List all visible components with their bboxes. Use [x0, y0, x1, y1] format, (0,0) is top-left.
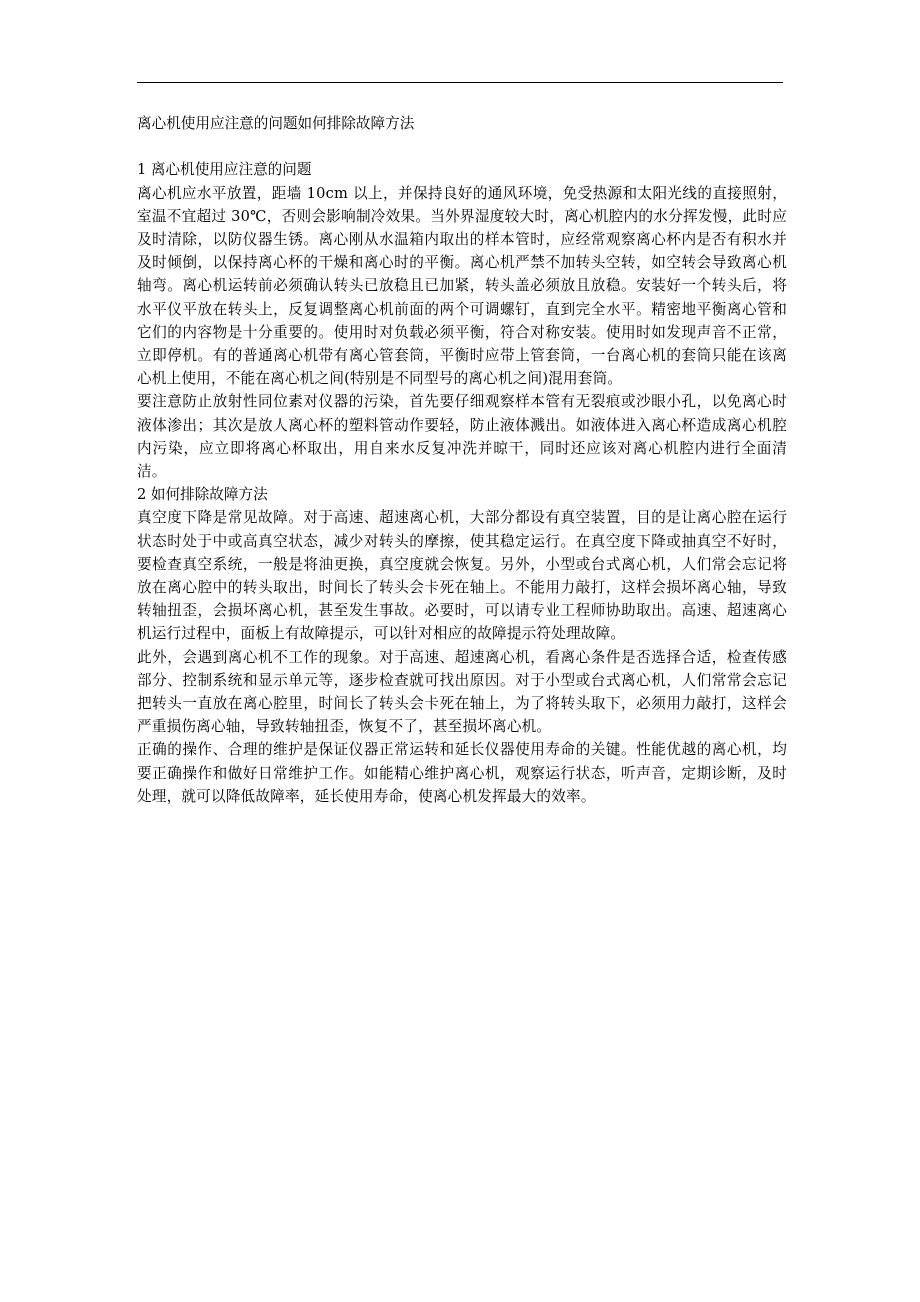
paragraph: 要注意防止放射性同位素对仪器的污染，首先要仔细观察样本管有无裂痕或沙眼小孔，以免离心时液体渗出；其次是放人离心杯的塑料管动作要轻，防止液体溅出。如液体进入离心杯造成离心机腔内污染，应立即将离心杯取出，用自来水反复冲洗并晾干，同时还应该对离心机腔内进行全面清洁。 [137, 393, 787, 481]
header-rule [137, 82, 783, 83]
paragraph: 真空度下降是常见故障。对于高速、超速离心机，大部分都设有真空装置，目的是让离心腔在运行状态时处于中或高真空状态，减少对转头的摩擦，使其稳定运行。在真空度下降或抽真空不好时，要检查真空系统，一般是将油更换，真空度就会恢复。另外，小型或台式离心机，人们常会忘记将放在离心腔中的转头取出，时间长了转头会卡死在轴上。不能用力敲打，这样会损坏离心轴，导致转轴扭歪，会损坏离心机，甚至发生事故。必要时，可以请专业工程师协助取出。高速、超速离心机运行过程中，面板上有故障提示，可以针对相应的故障提示符处理故障。 [137, 509, 787, 643]
section-heading: 2 如何排除故障方法 [137, 486, 268, 504]
section-heading: 1 离心机使用应注意的问题 [137, 161, 312, 179]
paragraph: 正确的操作、合理的维护是保证仪器正常运转和延长仪器使用寿命的关键。性能优越的离心机，均要正确操作和做好日常维护工作。如能精心维护离心机，观察运行状态，听声音，定期诊断，及时处理，就可以降低故障率，延长使用寿命，使离心机发挥最大的效率。 [137, 741, 787, 805]
section-troubleshooting [137, 483, 787, 808]
document-body [137, 112, 787, 808]
title-spacer [137, 135, 787, 158]
paragraph: 离心机应水平放置，距墙 10cm 以上，并保持良好的通风环境，免受热源和太阳光线的直接照射，室温不宜超过 30℃，否则会影响制冷效果。当外界湿度较大时，离心机腔内的水分挥发慢，此时应及时清除，以防仪器生锈。离心刚从水温箱内取出的样本管时，应经常观察离心杯内是否有积水并及时倾倒，以保持离心杯的干燥和离心时的平衡。离心机严禁不加转头空转，如空转会导致离心机轴弯。离心机运转前必须确认转头已放稳且已加紧，转头盖必须放且放稳。安装好一个转头后，将水平仪平放在转头上，反复调整离心机前面的两个可调螺钉，直到完全水平。精密地平衡离心管和它们的内容物是十分重要的。使用时对负载必须平衡，符合对称安装。使用时如发现声音不正常，立即停机。有的普通离心机带有离心管套筒，平衡时应带上管套筒，一台离心机的套筒只能在该离心机上使用，不能在离心机之间(特别是不同型号的离心机之间)混用套筒。 [137, 184, 787, 388]
paragraph: 此外，会遇到离心机不工作的现象。对于高速、超速离心机，看离心条件是否选择合适，检查传感部分、控制系统和显示单元等，逐步检查就可找出原因。对于小型或台式离心机，人们常常会忘记把转头一直放在离心腔里，时间长了转头会卡死在轴上，为了将转头取下，必须用力敲打，这样会严重损伤离心轴，导致转轴扭歪，恢复不了，甚至损坏离心机。 [137, 648, 787, 736]
document-title: 离心机使用应注意的问题如何排除故障方法 [137, 115, 415, 132]
section-usage-precautions [137, 158, 787, 483]
